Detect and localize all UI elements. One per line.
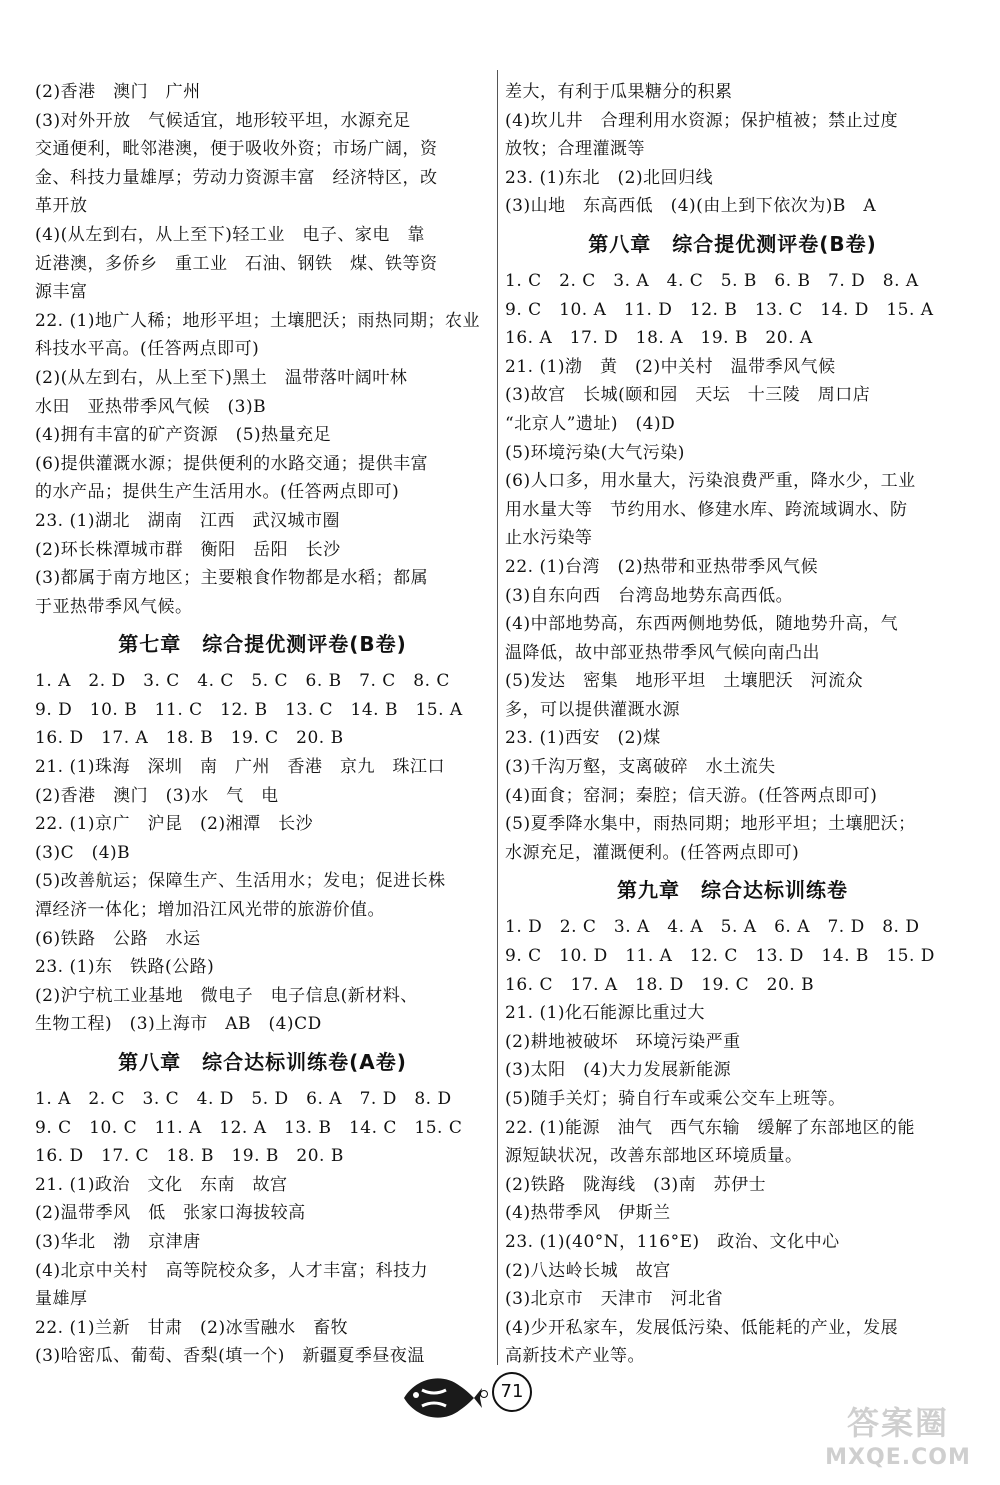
answer-line: (4)热带季风 伊斯兰 xyxy=(505,1203,671,1224)
answer-line: 23. (1)东北 (2)北回归线 xyxy=(505,167,714,188)
answer-line: 于亚热带季风气候。 xyxy=(35,596,193,617)
answer-line: 革开放 xyxy=(35,196,88,217)
answer-line: 22. (1)能源 油气 西气东输 缓解了东部地区的能 xyxy=(505,1117,916,1138)
answer-line: 源短缺状况，改善东部地区环境质量。 xyxy=(505,1146,803,1167)
page-number-circle xyxy=(492,1372,532,1412)
answer-line: (3)都属于南方地区；主要粮食作物都是水稻；都属 xyxy=(35,568,429,589)
answer-line: 源丰富 xyxy=(35,282,88,303)
answer-line: 21. (1)珠海 深圳 南 广州 香港 京九 珠江口 xyxy=(35,757,446,778)
answer-line: 9. C 10. C 11. A 12. A 13. B 14. C 15. C xyxy=(35,1117,463,1138)
section-heading: 第七章 综合提优测评卷(B卷) xyxy=(118,632,407,657)
answer-line: 水田 亚热带季风气候 (3)B xyxy=(35,396,267,417)
answer-line: (2)香港 澳门 广州 xyxy=(35,82,201,102)
right-column xyxy=(505,78,960,1371)
answer-line: (2)铁路 陇海线 (3)南 苏伊士 xyxy=(505,1174,767,1195)
answer-line: 的水产品；提供生产生活用水。(任答两点即可) xyxy=(35,482,400,503)
answer-line: (4)少开私家车，发展低污染、低能耗的产业，发展 xyxy=(505,1317,899,1338)
answer-line: (3)华北 渤 京津唐 xyxy=(35,1231,201,1252)
watermark xyxy=(808,1402,988,1480)
answer-line: (6)人口多，用水量大，污染浪费严重，降水少，工业 xyxy=(505,471,916,492)
answer-line: (2)温带季风 低 张家口海拔较高 xyxy=(35,1203,306,1224)
answer-line: (4)面食；窑洞；秦腔；信天游。(任答两点即可) xyxy=(505,785,878,806)
dot-icon xyxy=(480,1390,488,1398)
answer-line: (2)耕地被破坏 环境污染严重 xyxy=(505,1031,741,1052)
answer-line: 科技水平高。(任答两点即可) xyxy=(35,339,260,360)
left-column xyxy=(35,78,490,1371)
answer-line: (5)发达 密集 地形平坦 土壤肥沃 河流众 xyxy=(505,671,864,692)
answer-line: 差大，有利于瓜果糖分的积累 xyxy=(505,82,733,102)
answer-line: 用水量大等 节约用水、修建水库、跨流域调水、防 xyxy=(505,499,908,520)
answer-line: 22. (1)地广人稀；地形平坦；土壤肥沃；雨热同期；农业 xyxy=(35,310,481,331)
answer-line: 16. D 17. C 18. B 19. B 20. B xyxy=(35,1146,344,1167)
answer-line: (3)对外开放 气候适宜，地形较平坦，水源充足 xyxy=(35,110,411,131)
answer-line: (5)夏季降水集中，雨热同期；地形平坦；土壤肥沃； xyxy=(505,814,916,835)
answer-line: 潭经济一体化；增加沿江风光带的旅游价值。 xyxy=(35,900,385,921)
answer-line: (6)铁路 公路 水运 xyxy=(35,928,201,949)
page-number: 71 xyxy=(500,1381,524,1402)
answer-line: 温降低，故中部亚热带季风气候向南凸出 xyxy=(505,642,820,663)
answer-line: 9. C 10. D 11. A 12. C 13. D 14. B 15. D xyxy=(505,946,935,967)
answer-line: (3)哈密瓜、葡萄、香梨(填一个) 新疆夏季昼夜温 xyxy=(35,1346,425,1367)
answer-line: (2)环长株潭城市群 衡阳 岳阳 长沙 xyxy=(35,539,341,560)
answer-line: 23. (1)西安 (2)煤 xyxy=(505,728,661,749)
answer-line: (4)北京中关村 高等院校众多，人才丰富；科技力 xyxy=(35,1260,429,1281)
answer-line: (3)千沟万壑，支离破碎 水土流失 xyxy=(505,757,776,778)
page-footer xyxy=(400,1368,600,1428)
answer-line: 16. A 17. D 18. A 19. B 20. A xyxy=(505,328,813,349)
answer-line: (2)八达岭长城 故宫 xyxy=(505,1260,671,1281)
answer-line: (3)山地 东高西低 (4)(由上到下依次为)B A xyxy=(505,196,877,217)
answer-line: 1. A 2. C 3. C 4. D 5. D 6. A 7. D 8. D xyxy=(35,1089,452,1109)
answer-line: 23. (1)(40°N，116°E) 政治、文化中心 xyxy=(505,1231,840,1252)
answer-line: (4)(从左到右，从上至下)轻工业 电子、家电 靠 xyxy=(35,224,425,245)
answer-line: 生物工程) (3)上海市 AB (4)CD xyxy=(35,1014,322,1035)
answer-line: (3)C (4)B xyxy=(35,842,131,863)
answer-line: 放牧；合理灌溉等 xyxy=(505,139,645,160)
answer-line: (4)拥有丰富的矿产资源 (5)热量充足 xyxy=(35,425,332,446)
answer-line: 21. (1)化石能源比重过大 xyxy=(505,1003,706,1024)
section-heading: 第八章 综合提优测评卷(B卷) xyxy=(588,231,877,256)
answer-line: 21. (1)政治 文化 东南 故宫 xyxy=(35,1174,288,1195)
answer-line: 近港澳，多侨乡 重工业 石油、钢铁 煤、铁等资 xyxy=(35,253,438,274)
answer-line: 金、科技力量雄厚；劳动力资源丰富 经济特区，改 xyxy=(35,167,438,188)
answer-line: (5)随手关灯；骑自行车或乘公交车上班等。 xyxy=(505,1089,846,1109)
answer-line: (3)太阳 (4)大力发展新能源 xyxy=(505,1060,732,1081)
answer-line: 水源充足，灌溉便利。(任答两点即可) xyxy=(505,842,800,863)
answer-line: (2)香港 澳门 (3)水 气 电 xyxy=(35,785,279,806)
answer-line: (4)坎儿井 合理利用水资源；保护植被；禁止过度 xyxy=(505,110,899,131)
answer-line: 交通便利，毗邻港澳，便于吸收外资；市场广阔，资 xyxy=(35,139,438,160)
answer-line: (3)北京市 天津市 河北省 xyxy=(505,1289,724,1310)
answer-line: 22. (1)台湾 (2)热带和亚热带季风气候 xyxy=(505,556,819,577)
watermark-logo-text: 答案圈 xyxy=(846,1404,949,1442)
answer-line: 16. C 17. A 18. D 19. C 20. B xyxy=(505,974,815,995)
answer-line: (4)中部地势高，东西两侧地势低，随地势升高，气 xyxy=(505,614,899,635)
answer-line: (3)故宫 长城(颐和园 天坛 十三陵 周口店 xyxy=(505,385,871,406)
answer-line: 多，可以提供灌溉水源 xyxy=(505,699,680,720)
answer-line: 22. (1)兰新 甘肃 (2)冰雪融水 畜牧 xyxy=(35,1317,349,1338)
answer-line: 21. (1)渤 黄 (2)中关村 温带季风气候 xyxy=(505,356,836,377)
answer-line: 16. D 17. A 18. B 19. C 20. B xyxy=(35,728,344,749)
answer-line: 1. D 2. C 3. A 4. A 5. A 6. A 7. D 8. D xyxy=(505,917,920,938)
answer-line: (3)自东向西 台湾岛地势东高西低。 xyxy=(505,585,794,606)
section-heading: 第九章 综合达标训练卷 xyxy=(617,878,848,903)
answer-line: 9. C 10. A 11. D 12. B 13. C 14. D 15. A xyxy=(505,299,934,320)
answer-line: 23. (1)东 铁路(公路) xyxy=(35,957,215,978)
answer-line: 23. (1)湖北 湖南 江西 武汉城市圈 xyxy=(35,510,341,531)
answer-line: 量雄厚 xyxy=(35,1289,88,1310)
answer-line: (5)环境污染(大气污染) xyxy=(505,442,685,463)
answer-line: (2)沪宁杭工业基地 微电子 电子信息(新材料、 xyxy=(35,985,418,1006)
answer-line: 22. (1)京广 沪昆 (2)湘潭 长沙 xyxy=(35,814,314,835)
column-divider xyxy=(497,70,498,1365)
answer-line: 止水污染等 xyxy=(505,528,593,549)
watermark-site-text: MXQE.COM xyxy=(825,1445,971,1470)
fish-icon xyxy=(400,1368,482,1428)
answer-line: (6)提供灌溉水源；提供便利的水路交通；提供丰富 xyxy=(35,453,429,474)
section-heading: 第八章 综合达标训练卷(A卷) xyxy=(118,1050,407,1074)
answer-line: (2)(从左到右，从上至下)黑土 温带落叶阔叶林 xyxy=(35,367,408,388)
answer-line: 9. D 10. B 11. C 12. B 13. C 14. B 15. A xyxy=(35,699,463,720)
answer-line: (5)改善航运；保障生产、生活用水；发电；促进长株 xyxy=(35,871,446,892)
answer-line: 高新技术产业等。 xyxy=(505,1346,645,1367)
answer-line: 1. A 2. D 3. C 4. C 5. C 6. B 7. C 8. C xyxy=(35,671,450,692)
answer-line: “北京人”遗址) (4)D xyxy=(505,413,676,434)
answer-line: 1. C 2. C 3. A 4. C 5. B 6. B 7. D 8. A xyxy=(505,270,919,291)
